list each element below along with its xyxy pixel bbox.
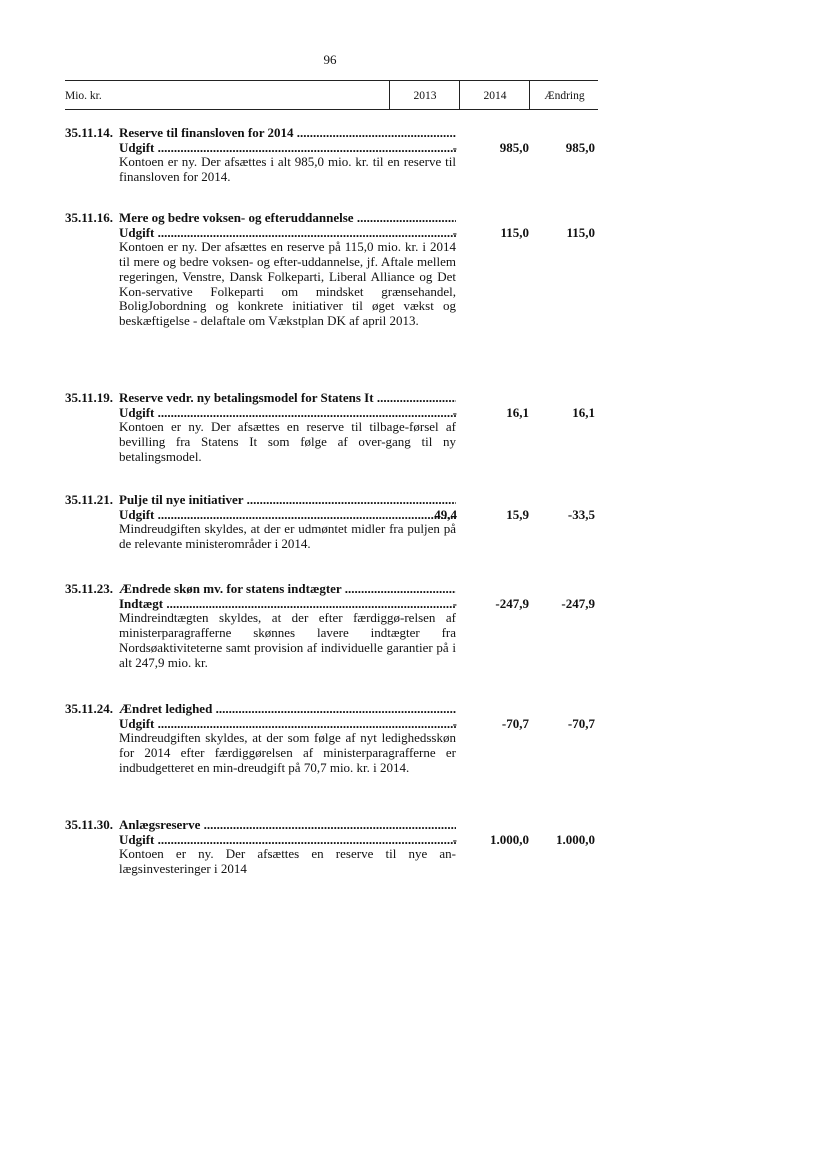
entry-body xyxy=(119,126,456,185)
value-2014: -247,9 xyxy=(495,595,529,611)
account-code: 35.11.19. xyxy=(65,390,114,405)
entry-body xyxy=(119,391,456,465)
value-2013: - xyxy=(452,831,457,847)
value-change: 115,0 xyxy=(566,224,595,240)
account-title: Anlægsreserve ..... xyxy=(119,818,456,833)
account-description: Kontoen er ny. Der afsættes en reserve på 115,0 mio. kr. i 2014 til mere og bedre voksen- og efter-uddannelse, jf. Aftale mellem regeringen, Venstre, Dansk Folkeparti, Liberal Alliance og Det Kon-servative Folkeparti om mindsket grænsehandel, BoligJobordning og konkrete initiativer til øget vækst og beskæftigelse - delaftale om Vækstplan DK af april 2013. xyxy=(119,239,456,328)
account-kind: Udgift ..... xyxy=(119,508,456,523)
account-kind: Udgift ..... xyxy=(119,141,456,156)
account-title: Mere og bedre voksen- og efteruddannelse ..... xyxy=(119,211,456,226)
value-change: 1.000,0 xyxy=(556,831,595,847)
account-kind: Udgift ..... xyxy=(119,406,456,421)
account-title: Ændrede skøn mv. for statens indtægter ..... xyxy=(119,582,456,597)
account-title: Pulje til nye initiativer ..... xyxy=(119,493,456,508)
value-change: 985,0 xyxy=(565,139,595,155)
entry-body xyxy=(119,702,456,776)
account-kind: Udgift ..... xyxy=(119,833,456,848)
value-2013: - xyxy=(452,595,457,611)
account-code: 35.11.24. xyxy=(65,701,114,716)
entry-body xyxy=(119,582,456,670)
account-description: Mindreindtægten skyldes, at der efter færdiggø-relsen af ministerparagrafferne skønnes lavere indtægter fra Nordsøaktiviteterne samt provision af individuelle garantier på i alt 247,9 mio. kr. xyxy=(119,610,456,670)
value-2013: 49,4 xyxy=(434,506,457,522)
account-title: Reserve til finansloven for 2014 ..... xyxy=(119,126,456,141)
account-description: Kontoen er ny. Der afsættes en reserve til tilbage-førsel af bevilling fra Statens It som følge af over-gang til ny betalingsmodel. xyxy=(119,419,456,464)
account-kind: Indtægt ..... xyxy=(119,597,456,612)
value-change: 16,1 xyxy=(572,404,595,420)
account-title: Reserve vedr. ny betalingsmodel for Statens It ..... xyxy=(119,391,456,406)
value-2014: 16,1 xyxy=(506,404,529,420)
account-description: Kontoen er ny. Der afsættes en reserve til nye an-lægsinvesteringer i 2014 xyxy=(119,846,456,877)
value-2013: - xyxy=(452,404,457,420)
value-change: -247,9 xyxy=(561,595,595,611)
value-2014: -70,7 xyxy=(501,715,529,731)
value-2014: 115,0 xyxy=(500,224,529,240)
column-change-header: Ændring xyxy=(529,81,599,109)
account-code: 35.11.23. xyxy=(65,581,114,596)
value-2013: - xyxy=(452,224,457,240)
page-number: 96 xyxy=(323,52,337,67)
account-description: Kontoen er ny. Der afsættes i alt 985,0 mio. kr. til en reserve til finansloven for 2014. xyxy=(119,154,456,185)
entry-body xyxy=(119,818,456,877)
entry-body xyxy=(119,493,456,552)
account-description: Mindreudgiften skyldes, at der som følge af nyt ledighedsskøn for 2014 efter færdiggørelsen af ministerparagrafferne er indbudgetteret en min-dreudgift på 70,7 mio. kr. i 2014. xyxy=(119,730,456,775)
column-header-row xyxy=(65,80,598,110)
account-code: 35.11.21. xyxy=(65,492,114,507)
account-code: 35.11.16. xyxy=(65,210,114,225)
account-title: Ændret ledighed ..... xyxy=(119,702,456,717)
value-change: -33,5 xyxy=(567,506,595,522)
column-2014-header: 2014 xyxy=(459,81,530,109)
account-description: Mindreudgiften skyldes, at der er udmøntet midler fra puljen på de relevante ministerområder i 2014. xyxy=(119,521,456,552)
column-2013-header: 2013 xyxy=(389,81,460,109)
value-2014: 15,9 xyxy=(506,506,529,522)
account-code: 35.11.30. xyxy=(65,817,114,832)
account-kind: Udgift ..... xyxy=(119,717,456,732)
unit-label: Mio. kr. xyxy=(65,90,102,102)
account-kind: Udgift ..... xyxy=(119,226,456,241)
value-2014: 1.000,0 xyxy=(490,831,529,847)
value-change: -70,7 xyxy=(567,715,595,731)
value-2014: 985,0 xyxy=(499,139,529,155)
value-2013: - xyxy=(452,139,457,155)
value-2013: - xyxy=(452,715,457,731)
account-code: 35.11.14. xyxy=(65,125,114,140)
